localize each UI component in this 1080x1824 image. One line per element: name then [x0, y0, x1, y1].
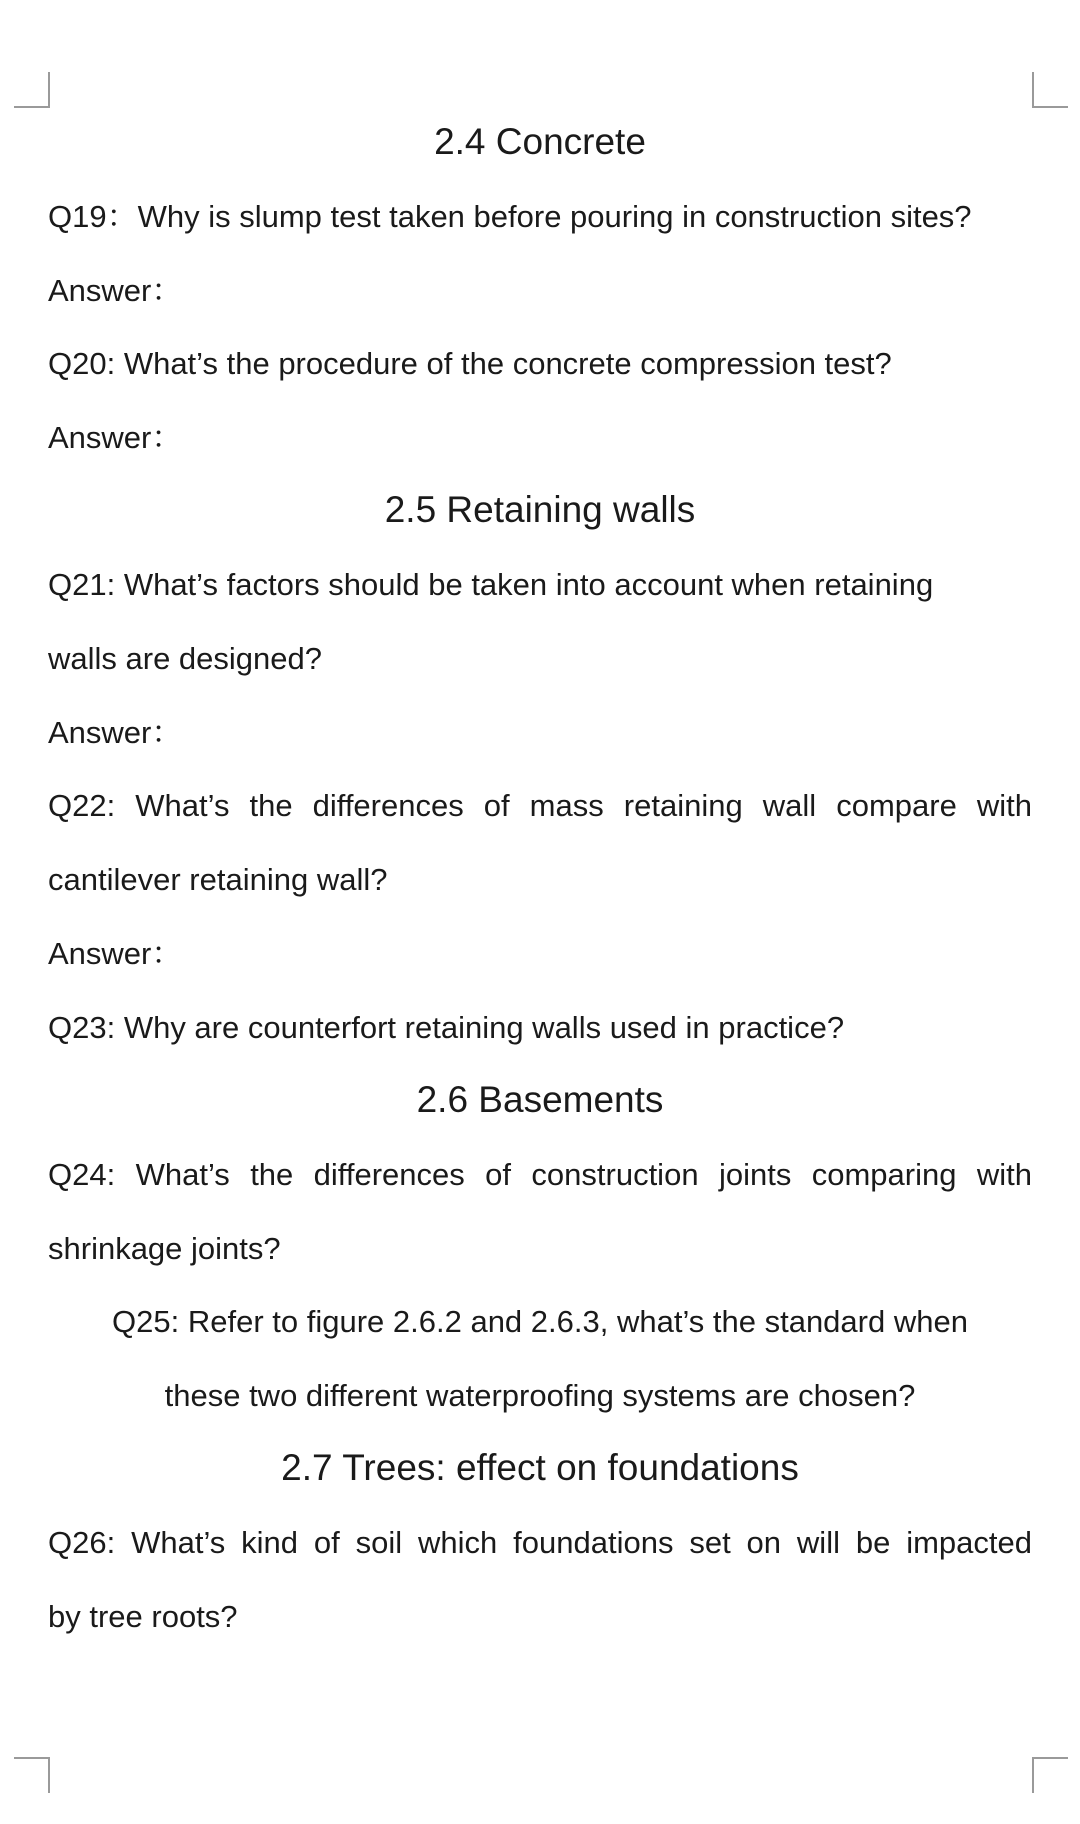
section-heading-basements: 2.6 Basements — [416, 1079, 664, 1120]
question-q21-line-2: walls are designed? — [48, 641, 323, 676]
question-q23: Q23: Why are counterfort retaining walls used in practice? — [48, 1010, 845, 1045]
question-q22-line-2: cantilever retaining wall? — [48, 862, 388, 897]
question-q19: Q19：Why is slump test taken before pouring in construction sites? — [48, 199, 972, 234]
section-heading-concrete: 2.4 Concrete — [434, 121, 646, 162]
answer-label: Answer： — [48, 273, 183, 308]
question-q26-line-1: Q26: What’s kind of soil which foundations set on will be impacted — [48, 1525, 1032, 1560]
crop-mark-bottom-left — [14, 1757, 50, 1793]
section-heading-trees: 2.7 Trees: effect on foundations — [281, 1447, 799, 1488]
question-q25-line-2: these two different waterproofing systems are chosen? — [164, 1378, 916, 1413]
crop-mark-top-left — [14, 72, 50, 108]
answer-label: Answer： — [48, 715, 183, 750]
crop-mark-bottom-right — [1032, 1757, 1068, 1793]
answer-label: Answer： — [48, 420, 183, 455]
question-q22-line-1: Q22: What’s the differences of mass retaining wall compare with — [48, 788, 1032, 823]
section-heading-retaining-walls: 2.5 Retaining walls — [384, 489, 696, 530]
answer-label: Answer： — [48, 936, 183, 971]
crop-mark-top-right — [1032, 72, 1068, 108]
question-q26-line-2: by tree roots? — [48, 1599, 238, 1634]
question-q24-line-2: shrinkage joints? — [48, 1231, 281, 1266]
question-q20: Q20: What’s the procedure of the concrete compression test? — [48, 346, 892, 381]
question-q25-line-1: Q25: Refer to figure 2.6.2 and 2.6.3, what’s the standard when — [112, 1304, 968, 1339]
question-q21-line-1: Q21: What’s factors should be taken into account when retaining — [48, 567, 934, 602]
question-q24-line-1: Q24: What’s the differences of construction joints comparing with — [48, 1157, 1032, 1192]
